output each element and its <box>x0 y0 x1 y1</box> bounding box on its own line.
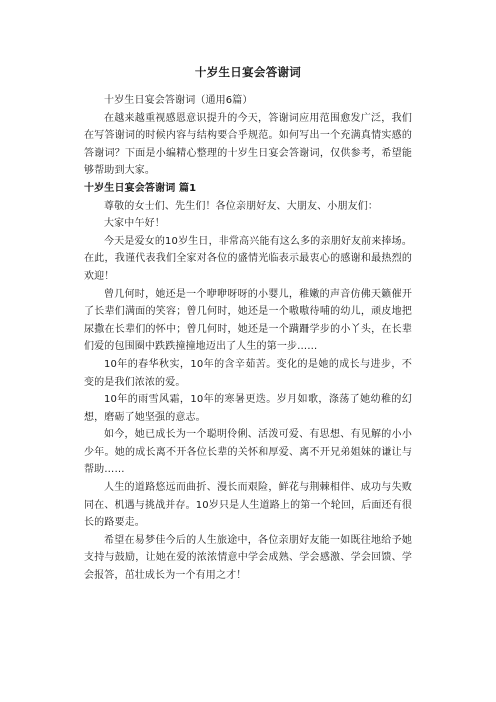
body-paragraph: 大家中午好！ <box>104 218 165 230</box>
intro-paragraph: 在越来越重视感恩意识提升的今天，答谢词应用范围愈发广泛，我们在写答谢词的时候内容与结构要合乎规范。如何写出一个充满真情实感的答谢词？下面是小编精心整理的十岁生日宴会答谢词，仅供参考，希望能够帮助到大家。 <box>84 112 412 177</box>
body-paragraph: 尊敬的女士们、先生们！各位亲朋好友、大朋友、小朋友们： <box>104 200 379 212</box>
body-paragraph: 人生的道路悠远而曲折、漫长而艰险，鲜花与荆棘相伴、成功与失败同在、机遇与挑战并存。10岁只是人生道路上的第一个轮回，后面还有很长的路要走。 <box>84 482 412 529</box>
intro-subtitle: 十岁生日宴会答谢词（通用6篇） <box>104 95 253 106</box>
body-paragraph: 10年的雨雪风霜，10年的寒暑更迭。岁月如歌，涤荡了她幼稚的幻想，磨砺了她坚强的意志。 <box>84 394 412 423</box>
body-paragraph: 希望在易梦佳今后的人生旅途中，各位亲朋好友能一如既往地给予她支持与鼓励，让她在爱的浓浓情意中学会成熟、学会感激、学会回馈、学会报答，茁壮成长为一个有用之才！ <box>84 534 412 582</box>
body-paragraph: 10年的春华秋实，10年的含辛茹苦。变化的是她的成长与进步，不变的是我们浓浓的爱。 <box>84 358 412 388</box>
section-heading: 十岁生日宴会答谢词 篇1 <box>84 182 197 194</box>
body-paragraph: 今天是爱女的10岁生日，非常高兴能有这么多的亲朋好友前来捧场。在此，我谨代表我们全家对各位的盛情光临表示最衷心的感谢和最热烈的欢迎！ <box>84 235 412 282</box>
body-paragraph: 曾几何时，她还是一个咿咿呀呀的小婴儿，稚嫩的声音仿佛天籁催开了长辈们满面的笑容；曾几何时，她还是一个嗷嗷待哺的幼儿，顽皮地把尿撒在长辈们的怀中；曾几何时，她还是一个蹒跚学步的小丫头，在长辈们爱的包围圈中跌跌撞撞地迈出了人生的第一步…… <box>84 288 412 353</box>
body-paragraph: 如今，她已成长为一个聪明伶俐、活泼可爱、有思想、有见解的小小少年。她的成长离不开各位长辈的关怀和厚爱、离不开兄弟姐妹的谦让与帮助…… <box>84 429 412 476</box>
document-title: 十岁生日宴会答谢词 <box>194 65 302 79</box>
